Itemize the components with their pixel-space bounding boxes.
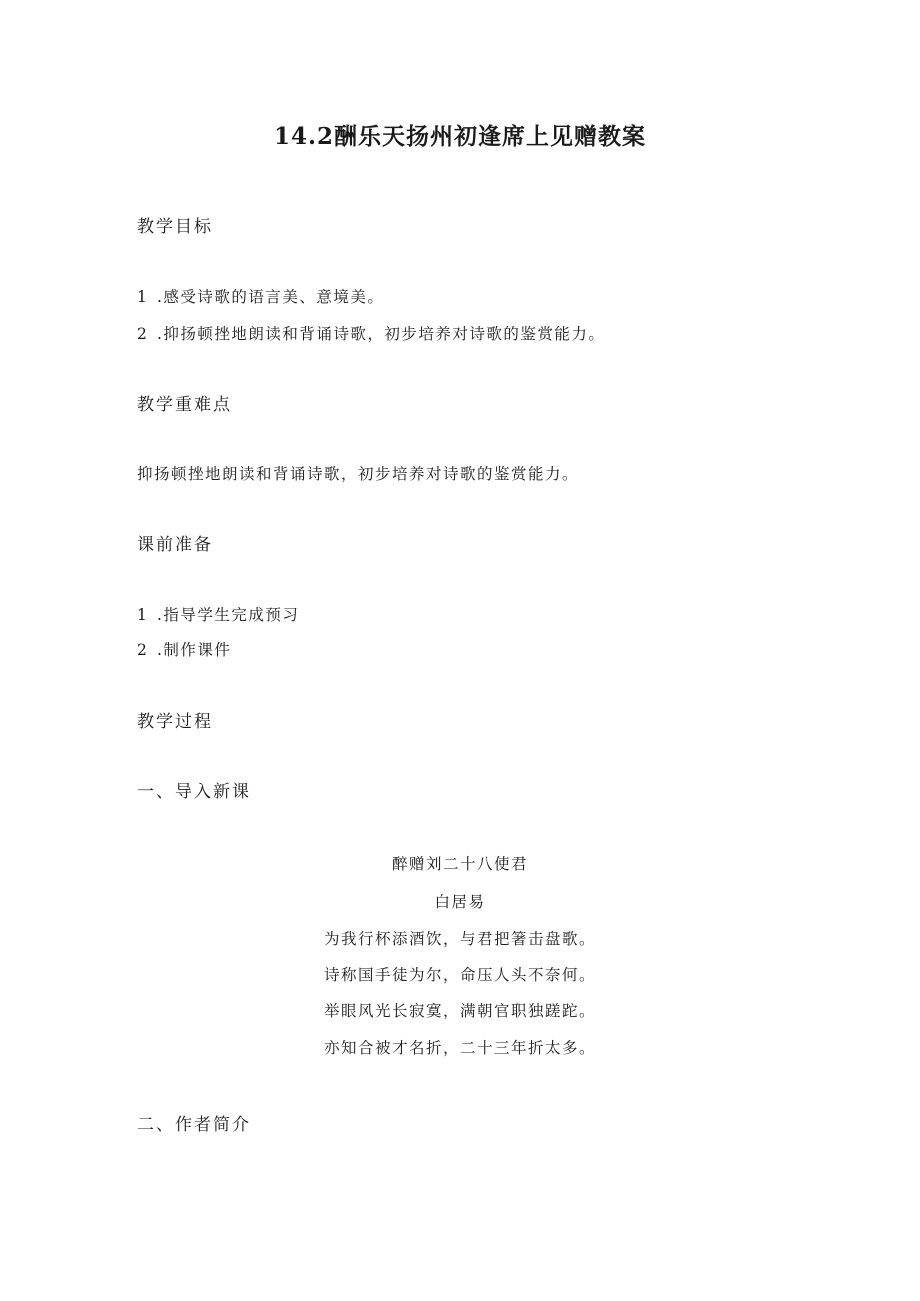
preparation-heading: 课前准备 xyxy=(137,535,213,555)
poem-line: 亦知合被才名折，二十三年折太多。 xyxy=(323,1039,596,1057)
document-title: 14.2酬乐天扬州初逢席上见赠教案 xyxy=(273,123,647,150)
objective-item xyxy=(137,322,605,344)
preparation-item-text: .制作课件 xyxy=(157,641,232,659)
key-points-text: 抑扬顿挫地朗读和背诵诗歌，初步培养对诗歌的鉴赏能力。 xyxy=(137,465,580,483)
intro-heading: 一、导入新课 xyxy=(137,782,251,802)
objective-item-number: 1 xyxy=(137,288,149,306)
author-intro-heading: 二、作者简介 xyxy=(137,1115,251,1135)
preparation-item-number: 2 xyxy=(137,641,149,659)
objective-item-number: 2 xyxy=(137,325,149,343)
preparation-item xyxy=(137,638,231,660)
objective-item xyxy=(137,285,384,307)
process-heading: 教学过程 xyxy=(137,712,213,732)
poem-title: 醉赠刘二十八使君 xyxy=(391,855,528,873)
poem-author: 白居易 xyxy=(434,893,486,911)
preparation-item-number: 1 xyxy=(137,606,149,624)
objective-item-text: .抑扬顿挫地朗读和背诵诗歌，初步培养对诗歌的鉴赏能力。 xyxy=(157,325,606,343)
key-points-heading: 教学重难点 xyxy=(137,395,232,415)
poem-line: 举眼风光长寂寞，满朝官职独蹉跎。 xyxy=(323,1002,596,1020)
preparation-item xyxy=(137,603,299,625)
preparation-item-text: .指导学生完成预习 xyxy=(157,606,300,624)
poem-line: 诗称国手徒为尔，命压人头不奈何。 xyxy=(323,966,596,984)
objectives-heading: 教学目标 xyxy=(137,217,213,237)
poem-line: 为我行杯添酒饮，与君把箸击盘歌。 xyxy=(323,930,596,948)
objective-item-text: .感受诗歌的语言美、意境美。 xyxy=(157,288,385,306)
